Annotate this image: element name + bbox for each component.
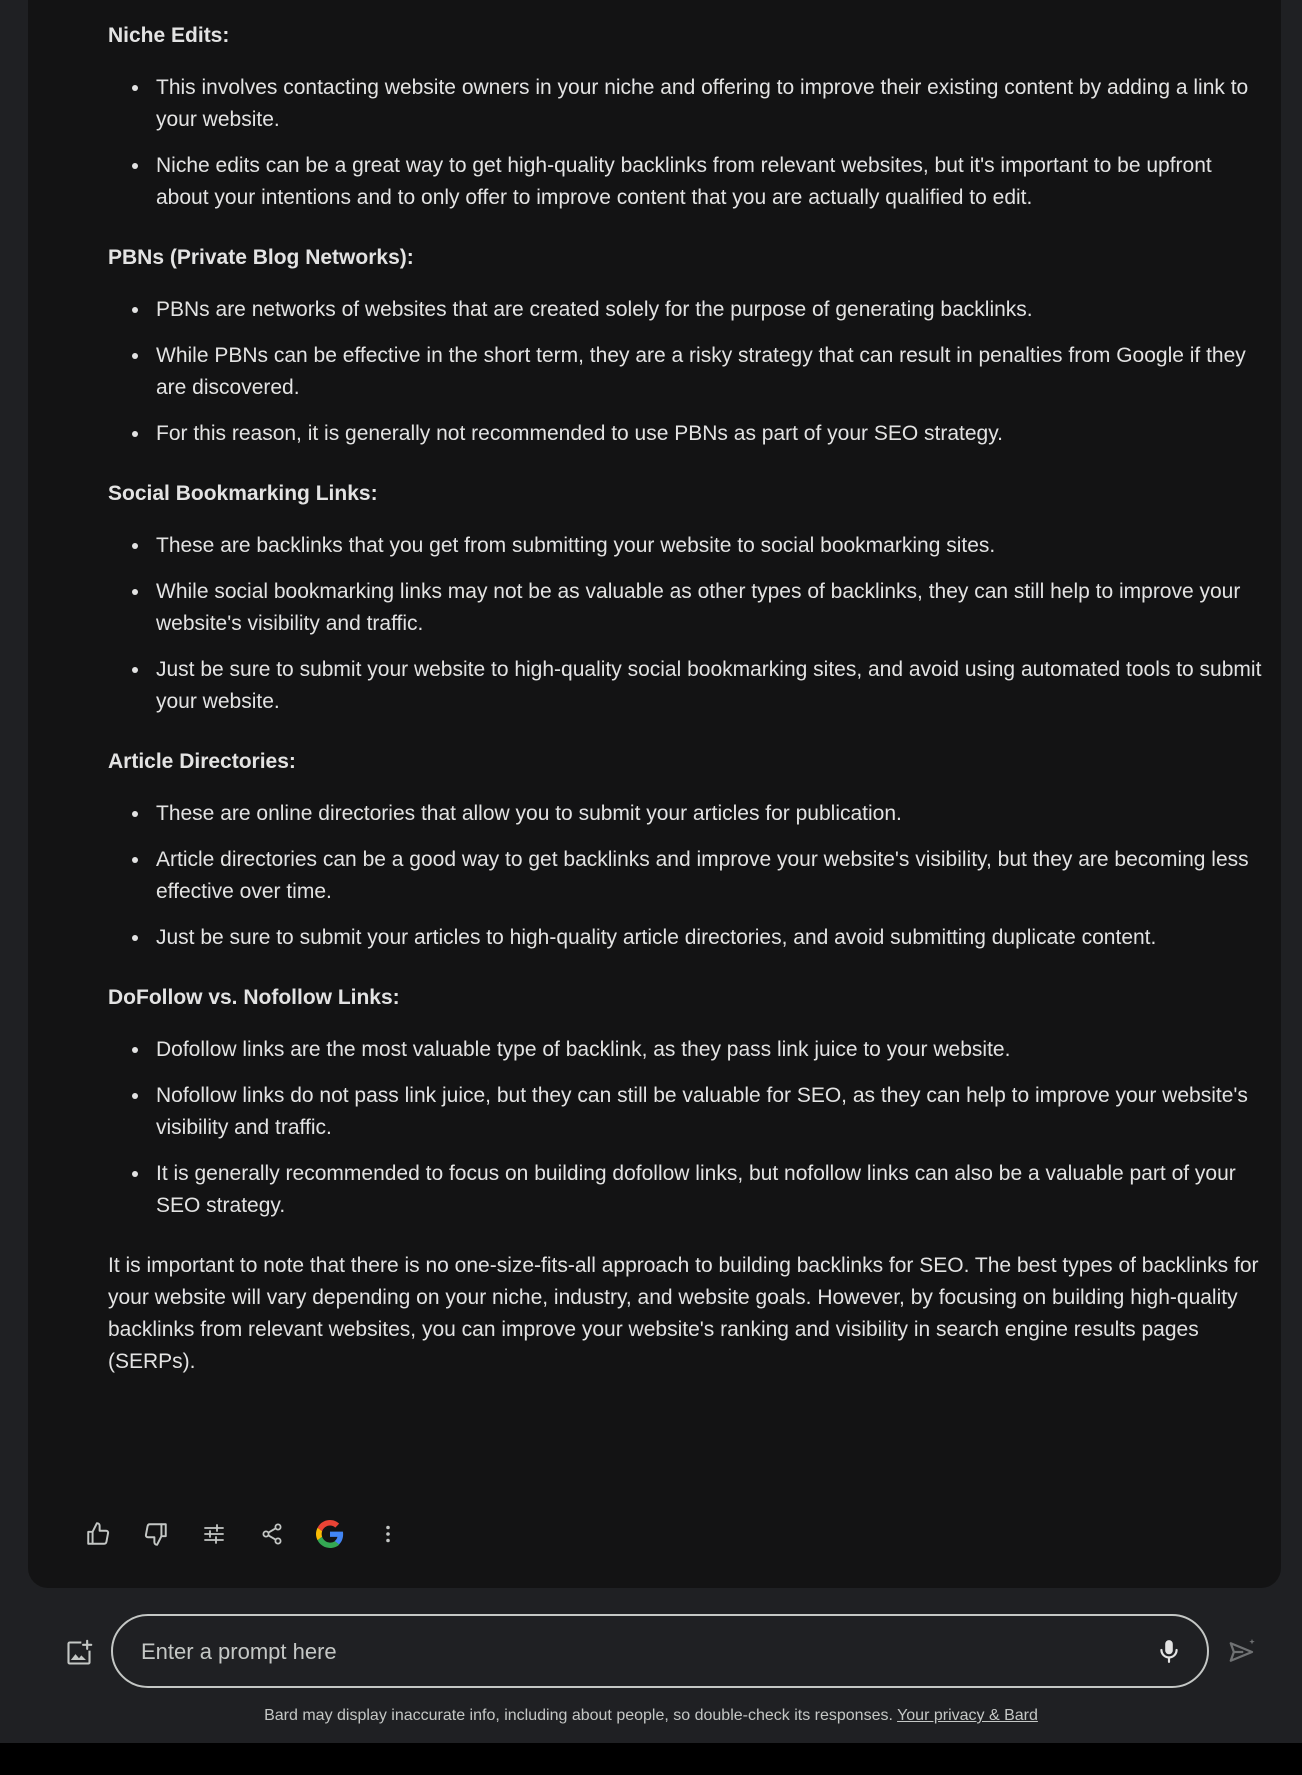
google-search-icon (316, 1520, 344, 1548)
thumbs-up-icon (85, 1521, 111, 1547)
modify-response-button[interactable] (196, 1516, 232, 1552)
bullet-item: Just be sure to submit your website to high-quality social bookmarking sites, and avoid using automated tools to submit your website. (156, 654, 1268, 718)
bullet-item: Nofollow links do not pass link juice, but they can still be valuable for SEO, as they can help to improve your website's visibility and traffic. (156, 1080, 1268, 1144)
bullet-list (108, 1034, 1268, 1222)
disclaimer (0, 1704, 1302, 1728)
prompt-input[interactable] (139, 1616, 1103, 1688)
bullet-list (108, 530, 1268, 718)
bullet-item: It is generally recommended to focus on building dofollow links, but nofollow links can also be a valuable part of your SEO strategy. (156, 1158, 1268, 1222)
prompt-input-row (0, 1614, 1302, 1692)
thumbs-down-icon (143, 1521, 169, 1547)
thumbs-up-button[interactable] (80, 1516, 116, 1552)
add-image-icon (65, 1639, 93, 1667)
modify-response-icon (202, 1522, 226, 1546)
microphone-icon (1156, 1638, 1182, 1664)
send-button[interactable] (1224, 1634, 1260, 1670)
microphone-button[interactable] (1153, 1635, 1185, 1667)
share-icon (260, 1522, 284, 1546)
bullet-item: These are online directories that allow you to submit your articles for publication. (156, 798, 1268, 830)
response-content (108, 20, 1268, 1378)
bullet-item: Niche edits can be a great way to get high-quality backlinks from relevant websites, but it's important to be upfront about your intentions and to only offer to improve content that you are actually qualified to edit. (156, 150, 1268, 214)
thumbs-down-button[interactable] (138, 1516, 174, 1552)
bullet-list (108, 798, 1268, 954)
bullet-item: Article directories can be a good way to get backlinks and improve your website's visibility, but they are becoming less effective over time. (156, 844, 1268, 908)
response-card (28, 0, 1281, 1588)
response-actions (80, 1514, 428, 1554)
bullet-item: These are backlinks that you get from submitting your website to social bookmarking sites. (156, 530, 1268, 562)
bullet-item: Just be sure to submit your articles to high-quality article directories, and avoid submitting duplicate content. (156, 922, 1268, 954)
privacy-link[interactable]: Your privacy & Bard (897, 1707, 1038, 1724)
bullet-item: While social bookmarking links may not be as valuable as other types of backlinks, they can still help to improve your website's visibility and traffic. (156, 576, 1268, 640)
section-heading: PBNs (Private Blog Networks): (108, 246, 414, 269)
section-heading: Social Bookmarking Links: (108, 482, 378, 505)
bullet-item: While PBNs can be effective in the short term, they are a risky strategy that can result in penalties from Google if they are discovered. (156, 340, 1268, 404)
bottom-bar (0, 1743, 1302, 1775)
more-options-button[interactable] (370, 1516, 406, 1552)
section-heading: DoFollow vs. Nofollow Links: (108, 986, 400, 1009)
google-search-button[interactable] (312, 1516, 348, 1552)
section-heading: Article Directories: (108, 750, 296, 773)
bullet-list (108, 72, 1268, 214)
upload-image-button[interactable] (62, 1636, 96, 1670)
share-button[interactable] (254, 1516, 290, 1552)
prompt-box (111, 1614, 1209, 1688)
section-heading: Niche Edits: (108, 24, 230, 47)
send-icon (1227, 1637, 1257, 1667)
bullet-item: Dofollow links are the most valuable type of backlink, as they pass link juice to your website. (156, 1034, 1268, 1066)
bullet-item: For this reason, it is generally not recommended to use PBNs as part of your SEO strategy. (156, 418, 1268, 450)
disclaimer-text: Bard may display inaccurate info, including about people, so double-check its responses. (264, 1707, 893, 1724)
more-options-icon (376, 1522, 400, 1546)
bullet-list (108, 294, 1268, 450)
bullet-item: This involves contacting website owners in your niche and offering to improve their existing content by adding a link to your website. (156, 72, 1268, 136)
conclusion-paragraph: It is important to note that there is no one-size-fits-all approach to building backlinks for SEO. The best types of backlinks for your website will vary depending on your niche, industry, and website goals. However, by focusing on building high-quality backlinks from relevant websites, you can improve your website's ranking and visibility in search engine results pages (SERPs). (108, 1254, 1259, 1373)
bullet-item: PBNs are networks of websites that are created solely for the purpose of generating backlinks. (156, 294, 1268, 326)
